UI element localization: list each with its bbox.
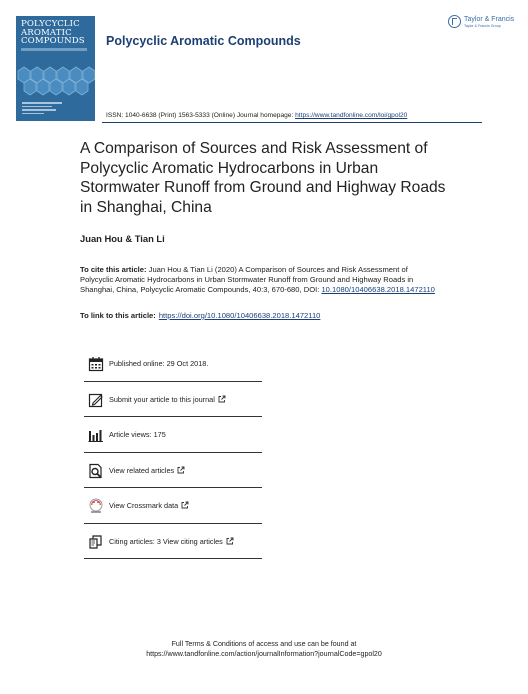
link-label: To link to this article: bbox=[80, 311, 156, 320]
citing-articles-item[interactable] bbox=[84, 524, 262, 560]
article-link-row bbox=[80, 311, 320, 320]
footer-terms-link[interactable]: https://www.tandfonline.com/action/journalInformation?journalCode=gpol20 bbox=[146, 649, 382, 658]
article-views-item bbox=[84, 417, 262, 453]
external-link-icon bbox=[181, 501, 189, 509]
crossmark-icon bbox=[88, 498, 104, 514]
footer bbox=[0, 640, 528, 659]
external-link-icon bbox=[226, 537, 234, 545]
crossmark-label: View Crossmark data bbox=[109, 501, 189, 510]
article-authors: Juan Hou & Tian Li bbox=[80, 233, 165, 244]
journal-cover bbox=[16, 16, 95, 121]
journal-title[interactable]: Polycyclic Aromatic Compounds bbox=[106, 34, 301, 48]
published-online-item bbox=[84, 346, 262, 382]
article-doi-link[interactable]: https://doi.org/10.1080/10406638.2018.1472110 bbox=[158, 311, 321, 320]
cover-subtitle-bar bbox=[21, 48, 87, 51]
article-views-label: Article views: 175 bbox=[109, 430, 166, 439]
hexagon-pattern-icon bbox=[16, 61, 95, 99]
issn-text: ISSN: 1040-6638 (Print) 1563-5333 (Online) Journal homepage: bbox=[106, 112, 296, 119]
footer-terms-text: Full Terms & Conditions of access and use can be found at bbox=[171, 640, 357, 648]
citing-articles-icon bbox=[88, 534, 104, 550]
pencil-note-icon bbox=[88, 392, 104, 408]
article-actions-list bbox=[84, 346, 262, 559]
external-link-icon bbox=[218, 395, 226, 403]
submit-article-item[interactable] bbox=[84, 382, 262, 418]
header-divider bbox=[102, 122, 482, 123]
issn-line bbox=[106, 112, 407, 119]
publisher-logo[interactable] bbox=[448, 14, 520, 34]
publisher-name: Taylor & Francis bbox=[464, 16, 515, 23]
cover-title: POLYCYCLIC AROMATIC COMPOUNDS bbox=[21, 19, 85, 47]
calendar-icon bbox=[88, 356, 104, 372]
article-title: A Comparison of Sources and Risk Assessment of Polycyclic Aromatic Hydrocarbons in Urban Stormwater Runoff from Ground and Highway Roads in Shanghai, China bbox=[80, 140, 446, 216]
crossmark-item[interactable] bbox=[84, 488, 262, 524]
bar-chart-icon bbox=[88, 427, 104, 443]
citation-doi-link[interactable]: 10.1080/10406638.2018.1472110 bbox=[321, 285, 435, 294]
external-link-icon bbox=[177, 466, 185, 474]
taylor-francis-logo-icon bbox=[448, 15, 461, 28]
citation-text: Juan Hou & Tian Li (2020) A Comparison of Sources and Risk Assessment of Polycyclic Aromatic Hydrocarbons in Urban Stormwater Runoff from Ground and Highway Roads in Shanghai, China, Polycyclic Aromatic Compounds, 40:3, 670-680, DOI: bbox=[80, 265, 414, 294]
citation-label: To cite this article: bbox=[80, 265, 147, 274]
citing-articles-label: Citing articles: 3 View citing articles bbox=[109, 537, 234, 546]
publisher-tagline: Taylor & Francis Group bbox=[464, 24, 501, 28]
published-online-label: Published online: 29 Oct 2018. bbox=[109, 359, 209, 368]
related-articles-label: View related articles bbox=[109, 466, 185, 475]
journal-homepage-link[interactable]: https://www.tandfonline.com/loi/gpol20 bbox=[295, 112, 408, 119]
related-articles-item[interactable] bbox=[84, 453, 262, 489]
cover-text-lines bbox=[22, 102, 62, 116]
citation-block bbox=[80, 265, 440, 295]
related-search-icon bbox=[88, 463, 104, 479]
submit-article-label: Submit your article to this journal bbox=[109, 395, 226, 404]
